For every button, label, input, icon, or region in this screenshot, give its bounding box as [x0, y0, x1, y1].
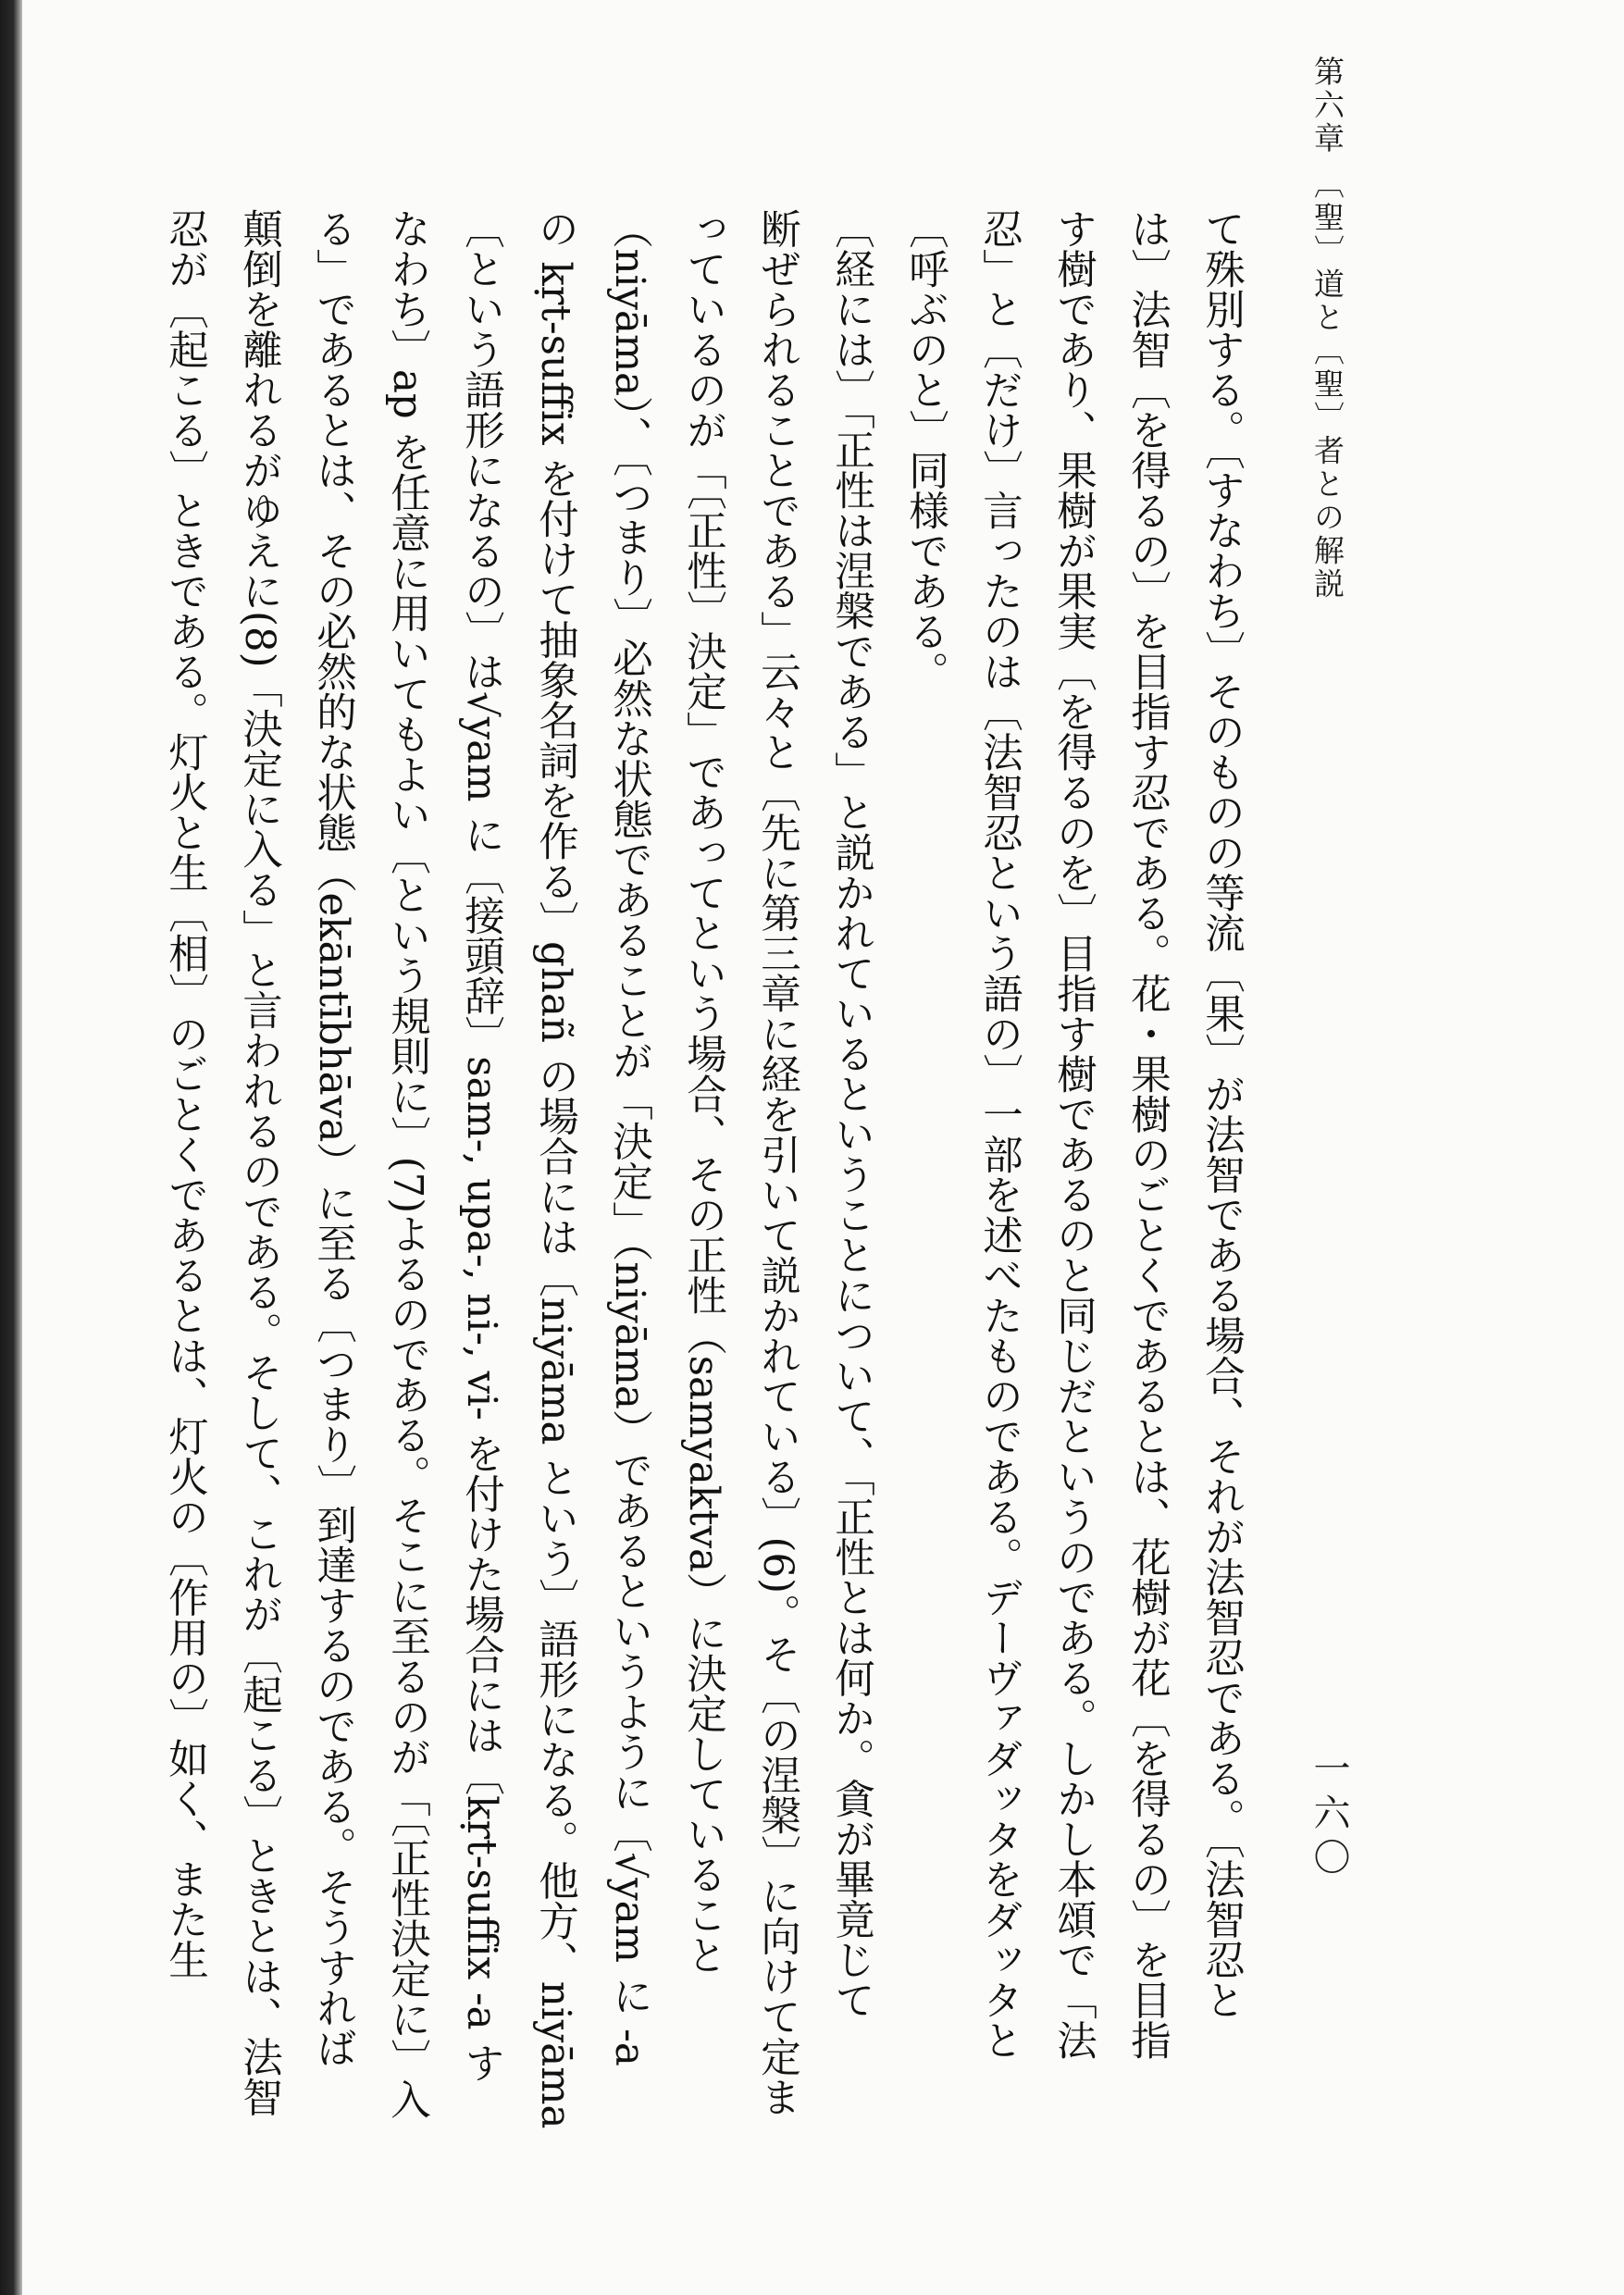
page-number: 一六〇 [1308, 1749, 1350, 1882]
text-line: 断ぜられることである」云々と〔先に第三章に経を引いて説かれている〕(6)。そ〔の涅槃〕に向けて定ま [754, 208, 800, 2117]
text-line: 忍」と〔だけ〕言ったのは〔法智忍という語の〕一部を述べたものである。デーヴァダッタをダッタと [976, 208, 1023, 2060]
text-line: 忍が〔起こる〕ときである。灯火と生〔相〕のごとくであるとは、灯火の〔作用の〕如く、また生 [162, 208, 208, 1979]
text-line: 顛倒を離れるがゆえに(8)「決定に入る」と言われるのである。そして、これが〔起こる〕ときとは、法智 [236, 208, 282, 2117]
text-line: の kṛt-suffix を付けて抽象名詞を作る〕ghañ の場合には〔niyāma という〕語形になる。他方、niyāma [532, 208, 578, 2129]
text-line: なわち〕ap を任意に用いてもよい〔という規則に〕(7)よるのである。そこに至るのが「〔正性決定に〕入 [384, 208, 430, 2119]
text-line: 〔経には〕「正性は涅槃である」と説かれているということについて、「正性とは何か。貪が畢竟じて [828, 208, 874, 2020]
text-line: （niyāma）、〔つまり〕必然な状態であることが「決定」（niyāma）であるというように〔√yam に -a [606, 208, 652, 2066]
text-line: す樹であり、果樹が果実〔を得るのを〕目指す樹であるのと同じだというのである。しかし本頌で「法 [1050, 208, 1097, 2060]
text-line: 〔呼ぶのと〕同様である。 [902, 208, 948, 691]
text-line: る」であるとは、その必然的な状態（ekāntībhāva）に至る〔つまり〕到達するのである。そうすれば [310, 208, 356, 2068]
running-title: 第六章 〔聖〕道と〔聖〕者との解説 [1309, 56, 1345, 602]
text-line: は〕法智〔を得るの〕を目指す忍である。花・果樹のごとくであるとは、花樹が花〔を得るの〕を目指 [1124, 208, 1171, 2060]
text-line: っているのが「〔正性〕決定」であってという場合、その正性（samyaktva）に決定していること [680, 208, 726, 1976]
vertical-text-body [162, 208, 1258, 2152]
text-line: て殊別する。〔すなわち〕そのものの等流〔果〕が法智である場合、それが法智忍である。〔法智忍と [1198, 208, 1245, 2020]
scan-binding-edge [0, 0, 22, 2295]
text-line: 〔という語形になるの〕は√yam に〔接頭辞〕sam-, upa-, ni-, vi- を付けた場合には〔kṛt-suffix -a す [458, 208, 504, 2083]
